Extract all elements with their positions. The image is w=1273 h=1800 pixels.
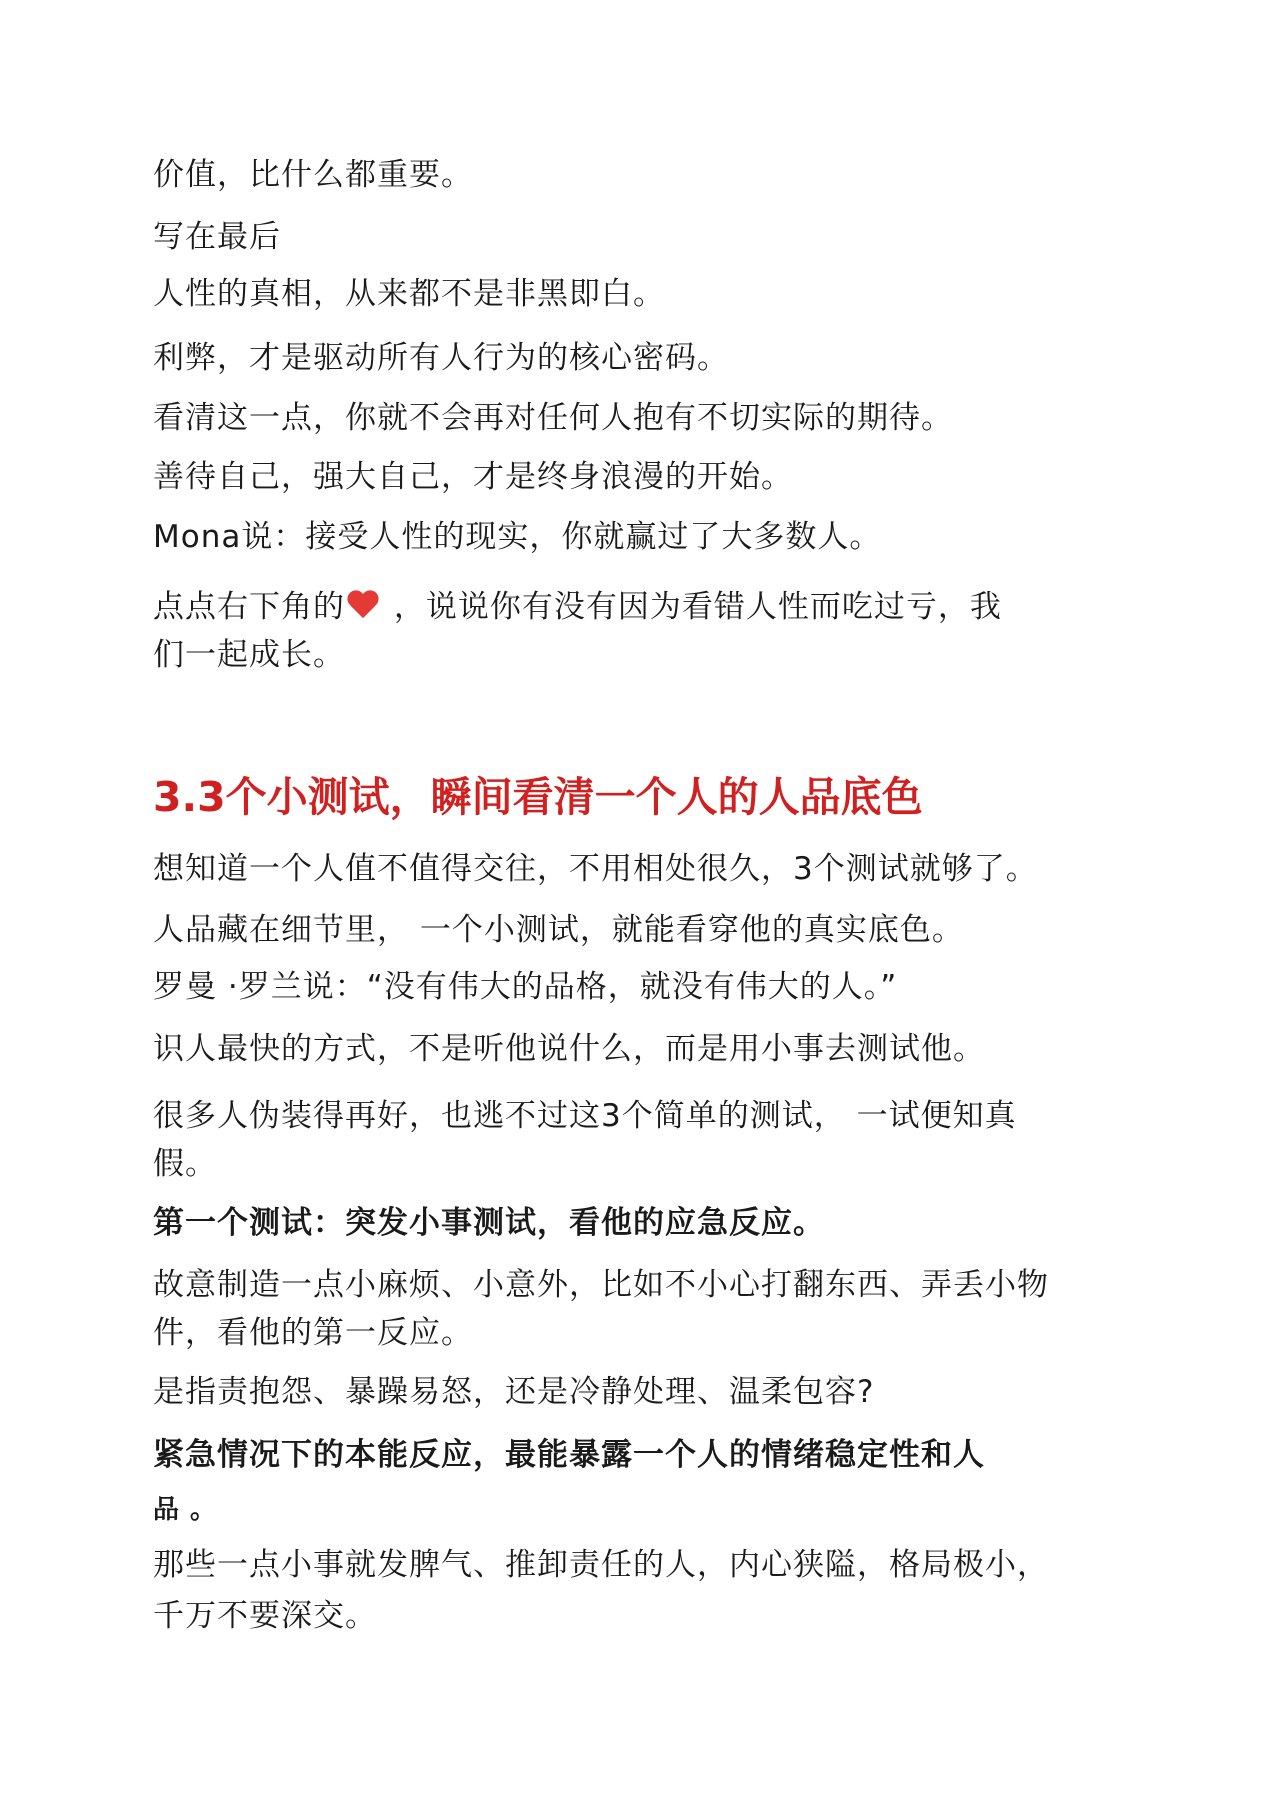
paragraph: 故意制造一点小麻烦、小意外，比如不小心打翻东西、弄丢小物	[153, 1267, 1049, 1303]
heart-icon	[347, 591, 379, 621]
subheading-closing: 写在最后	[153, 219, 281, 255]
paragraph: 人性的真相，从来都不是非黑即白。	[153, 276, 665, 312]
paragraph: 看清这一点，你就不会再对任何人抱有不切实际的期待。	[153, 400, 953, 436]
paragraph-continued: 千万不要深交。	[153, 1598, 377, 1634]
paragraph-continued: 假。	[153, 1146, 217, 1182]
paragraph: 很多人伪装得再好，也逃不过这3个简单的测试， 一试便知真	[153, 1098, 1017, 1134]
paragraph-continued: 件，看他的第一反应。	[153, 1315, 473, 1351]
paragraph: 人品藏在细节里， 一个小测试，就能看穿他的真实底色。	[153, 912, 964, 948]
test-one-title: 第一个测试：突发小事测试，看他的应急反应。	[153, 1205, 825, 1241]
paragraph: 善待自己，强大自己，才是终身浪漫的开始。	[153, 459, 793, 495]
paragraph: 想知道一个人值不值得交往，不用相处很久，3个测试就够了。	[153, 851, 1038, 887]
cta-text-before: 点点右下角的	[153, 589, 345, 625]
paragraph: 价值，比什么都重要。	[153, 157, 473, 193]
paragraph: 识人最快的方式，不是听他说什么，而是用小事去测试他。	[153, 1031, 985, 1067]
call-to-action-continued: 们一起成长。	[153, 637, 345, 673]
emphasis-paragraph-continued: 品 。	[153, 1495, 218, 1525]
call-to-action	[153, 583, 1123, 631]
quote-line: 罗曼 ·罗兰说：“没有伟大的品格，就没有伟大的人。”	[153, 969, 898, 1005]
paragraph: 利弊，才是驱动所有人行为的核心密码。	[153, 340, 729, 376]
cta-text-after: ，说说你有没有因为看错人性而吃过亏，我	[383, 589, 1002, 625]
paragraph: 是指责抱怨、暴躁易怒，还是冷静处理、温柔包容?	[153, 1374, 875, 1410]
emphasis-paragraph: 紧急情况下的本能反应，最能暴露一个人的情绪稳定性和人	[153, 1437, 985, 1473]
paragraph: 那些一点小事就发脾气、推卸责任的人，内心狭隘，格局极小，	[153, 1547, 1049, 1583]
paragraph: Mona说：接受人性的现实，你就赢过了大多数人。	[153, 519, 882, 555]
section-heading: 3.3个小测试，瞬间看清一个人的人品底色	[153, 773, 923, 821]
